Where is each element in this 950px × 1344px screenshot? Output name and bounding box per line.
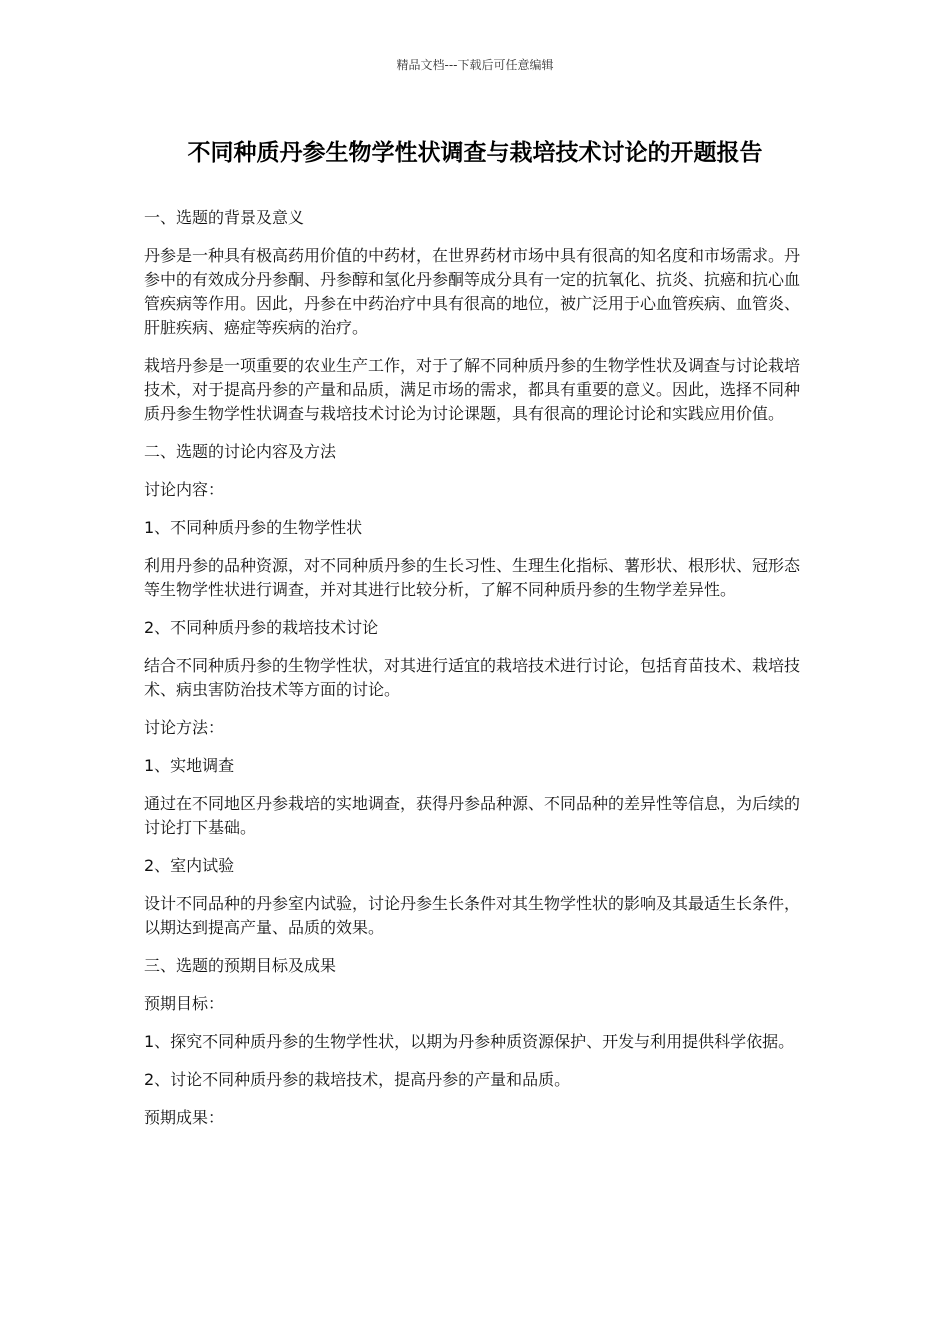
item-heading-field-survey: 1、实地调查 <box>144 756 235 775</box>
subheading-content: 讨论内容： <box>144 480 225 499</box>
subheading-expected-results: 预期成果： <box>144 1108 225 1127</box>
paragraph-field-survey: 通过在不同地区丹参栽培的实地调查，获得丹参品种源、不同品种的差异性等信息，为后续的讨论打下基础。 <box>144 794 801 837</box>
item-heading-biological-traits: 1、不同种质丹参的生物学性状 <box>144 518 363 537</box>
document-body <box>144 206 808 1144</box>
item-heading-cultivation: 2、不同种质丹参的栽培技术讨论 <box>144 618 379 637</box>
item-goal-2: 2、讨论不同种质丹参的栽培技术，提高丹参的产量和品质。 <box>144 1070 571 1089</box>
item-goal-1: 1、探究不同种质丹参的生物学性状，以期为丹参种质资源保护、开发与利用提供科学依据。 <box>144 1032 795 1051</box>
item-heading-indoor-test: 2、室内试验 <box>144 856 235 875</box>
paragraph-cultivation: 结合不同种质丹参的生物学性状，对其进行适宜的栽培技术进行讨论，包括育苗技术、栽培技术、病虫害防治技术等方面的讨论。 <box>144 656 801 699</box>
paragraph-biological-traits: 利用丹参的品种资源，对不同种质丹参的生长习性、生理生化指标、薯形状、根形状、冠形态等生物学性状进行调查，并对其进行比较分析，了解不同种质丹参的生物学差异性。 <box>144 556 801 599</box>
paragraph-indoor-test: 设计不同品种的丹参室内试验，讨论丹参生长条件对其生物学性状的影响及其最适生长条件，以期达到提高产量、品质的效果。 <box>144 894 801 937</box>
section-heading-content-method: 二、选题的讨论内容及方法 <box>144 442 337 461</box>
section-heading-goals: 三、选题的预期目标及成果 <box>144 956 337 975</box>
section-heading-background: 一、选题的背景及意义 <box>144 208 305 227</box>
paragraph-background-1: 丹参是一种具有极高药用价值的中药材，在世界药材市场中具有很高的知名度和市场需求。丹参中的有效成分丹参酮、丹参醇和氢化丹参酮等成分具有一定的抗氧化、抗炎、抗癌和抗心血管疾病等作用。因此，丹参在中药治疗中具有很高的地位，被广泛用于心血管疾病、血管炎、肝脏疾病、癌症等疾病的治疗。 <box>144 246 801 337</box>
subheading-expected-goals: 预期目标： <box>144 994 225 1013</box>
paragraph-background-2: 栽培丹参是一项重要的农业生产工作，对于了解不同种质丹参的生物学性状及调查与讨论栽培技术，对于提高丹参的产量和品质，满足市场的需求，都具有重要的意义。因此，选择不同种质丹参生物学性状调查与栽培技术讨论为讨论课题，具有很高的理论讨论和实践应用价值。 <box>144 356 801 423</box>
header-note: 精品文档---下载后可任意编辑 <box>396 58 554 72</box>
subheading-method: 讨论方法： <box>144 718 225 737</box>
document-title: 不同种质丹参生物学性状调查与栽培技术讨论的开题报告 <box>187 140 763 166</box>
